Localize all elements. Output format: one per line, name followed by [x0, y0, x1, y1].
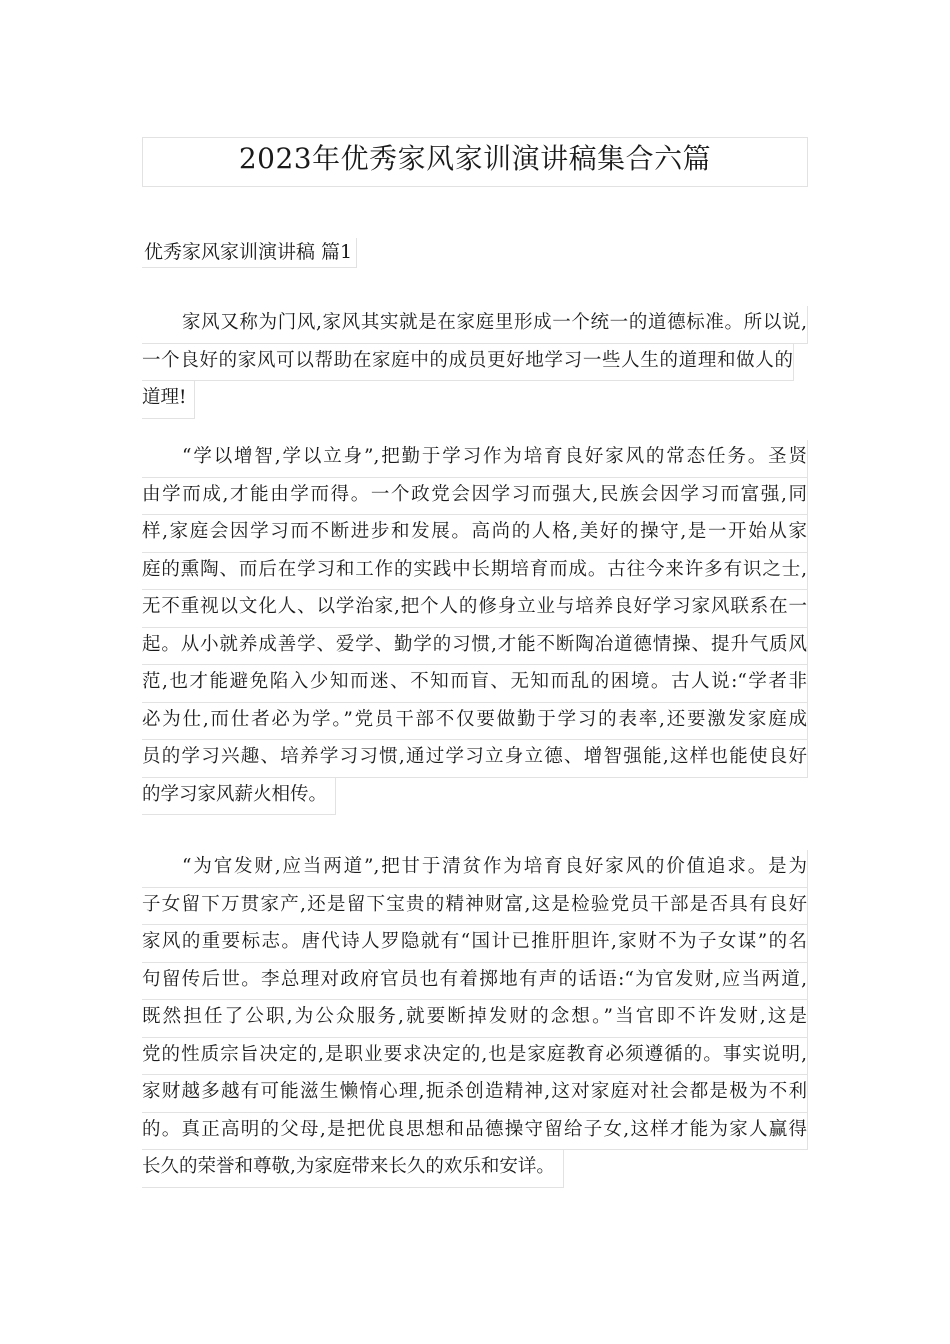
paragraph-line: 家风又称为门风,家风其实就是在家庭里形成一个统一的道德标准。所以说, — [142, 306, 808, 344]
paragraph-line: “为官发财,应当两道”,把甘于清贫作为培育良好家风的价值追求。是为 — [142, 850, 808, 888]
paragraph-3 — [142, 850, 808, 1192]
paragraph-line: 范,也才能避免陷入少知而迷、不知而盲、无知而乱的困境。古人说:“学者非 — [142, 665, 808, 703]
paragraph-line: 的。真正高明的父母,是把优良思想和品德操守留给子女,这样才能为家人赢得 — [142, 1113, 808, 1151]
paragraph-2 — [142, 440, 808, 819]
section-heading: 优秀家风家训演讲稿 篇1 — [142, 238, 357, 268]
paragraph-line: “学以增智,学以立身”,把勤于学习作为培育良好家风的常态任务。圣贤 — [142, 440, 808, 478]
paragraph-line: 样,家庭会因学习而不断进步和发展。高尚的人格,美好的操守,是一开始从家 — [142, 515, 808, 553]
paragraph-line: 家财越多越有可能滋生懒惰心理,扼杀创造精神,这对家庭对社会都是极为不利 — [142, 1075, 808, 1113]
paragraph-line: 句留传后世。李总理对政府官员也有着掷地有声的话语:“为官发财,应当两道, — [142, 963, 808, 1001]
paragraph-line: 子女留下万贯家产,还是留下宝贵的精神财富,这是检验党员干部是否具有良好 — [142, 888, 808, 926]
paragraph-line: 由学而成,才能由学而得。一个政党会因学习而强大,民族会因学习而富强,同 — [142, 478, 808, 516]
paragraph-line: 起。从小就养成善学、爱学、勤学的习惯,才能不断陶冶道德情操、提升气质风 — [142, 628, 808, 666]
paragraph-line: 长久的荣誉和尊敬,为家庭带来长久的欢乐和安详。 — [142, 1150, 564, 1188]
paragraph-line: 的学习家风薪火相传。 — [142, 778, 336, 816]
paragraph-line: 既然担任了公职,为公众服务,就要断掉发财的念想。”当官即不许发财,这是 — [142, 1000, 808, 1038]
paragraph-line: 员的学习兴趣、培养学习习惯,通过学习立身立德、增智强能,这样也能使良好 — [142, 740, 808, 778]
paragraph-line: 党的性质宗旨决定的,是职业要求决定的,也是家庭教育必须遵循的。事实说明, — [142, 1038, 808, 1076]
paragraph-line: 庭的熏陶、而后在学习和工作的实践中长期培育而成。古往今来许多有识之士, — [142, 553, 808, 591]
paragraph-line: 必为仕,而仕者必为学。”党员干部不仅要做勤于学习的表率,还要激发家庭成 — [142, 703, 808, 741]
document-title: 2023年优秀家风家训演讲稿集合六篇 — [142, 137, 808, 187]
paragraph-line: 家风的重要标志。唐代诗人罗隐就有“国计已推肝胆许,家财不为子女谋”的名 — [142, 925, 808, 963]
paragraph-line: 无不重视以文化人、以学治家,把个人的修身立业与培养良好学习家风联系在一 — [142, 590, 808, 628]
paragraph-line: 道理! — [142, 381, 195, 419]
paragraph-1 — [142, 306, 808, 423]
paragraph-line: 一个良好的家风可以帮助在家庭中的成员更好地学习一些人生的道理和做人的 — [142, 344, 794, 382]
